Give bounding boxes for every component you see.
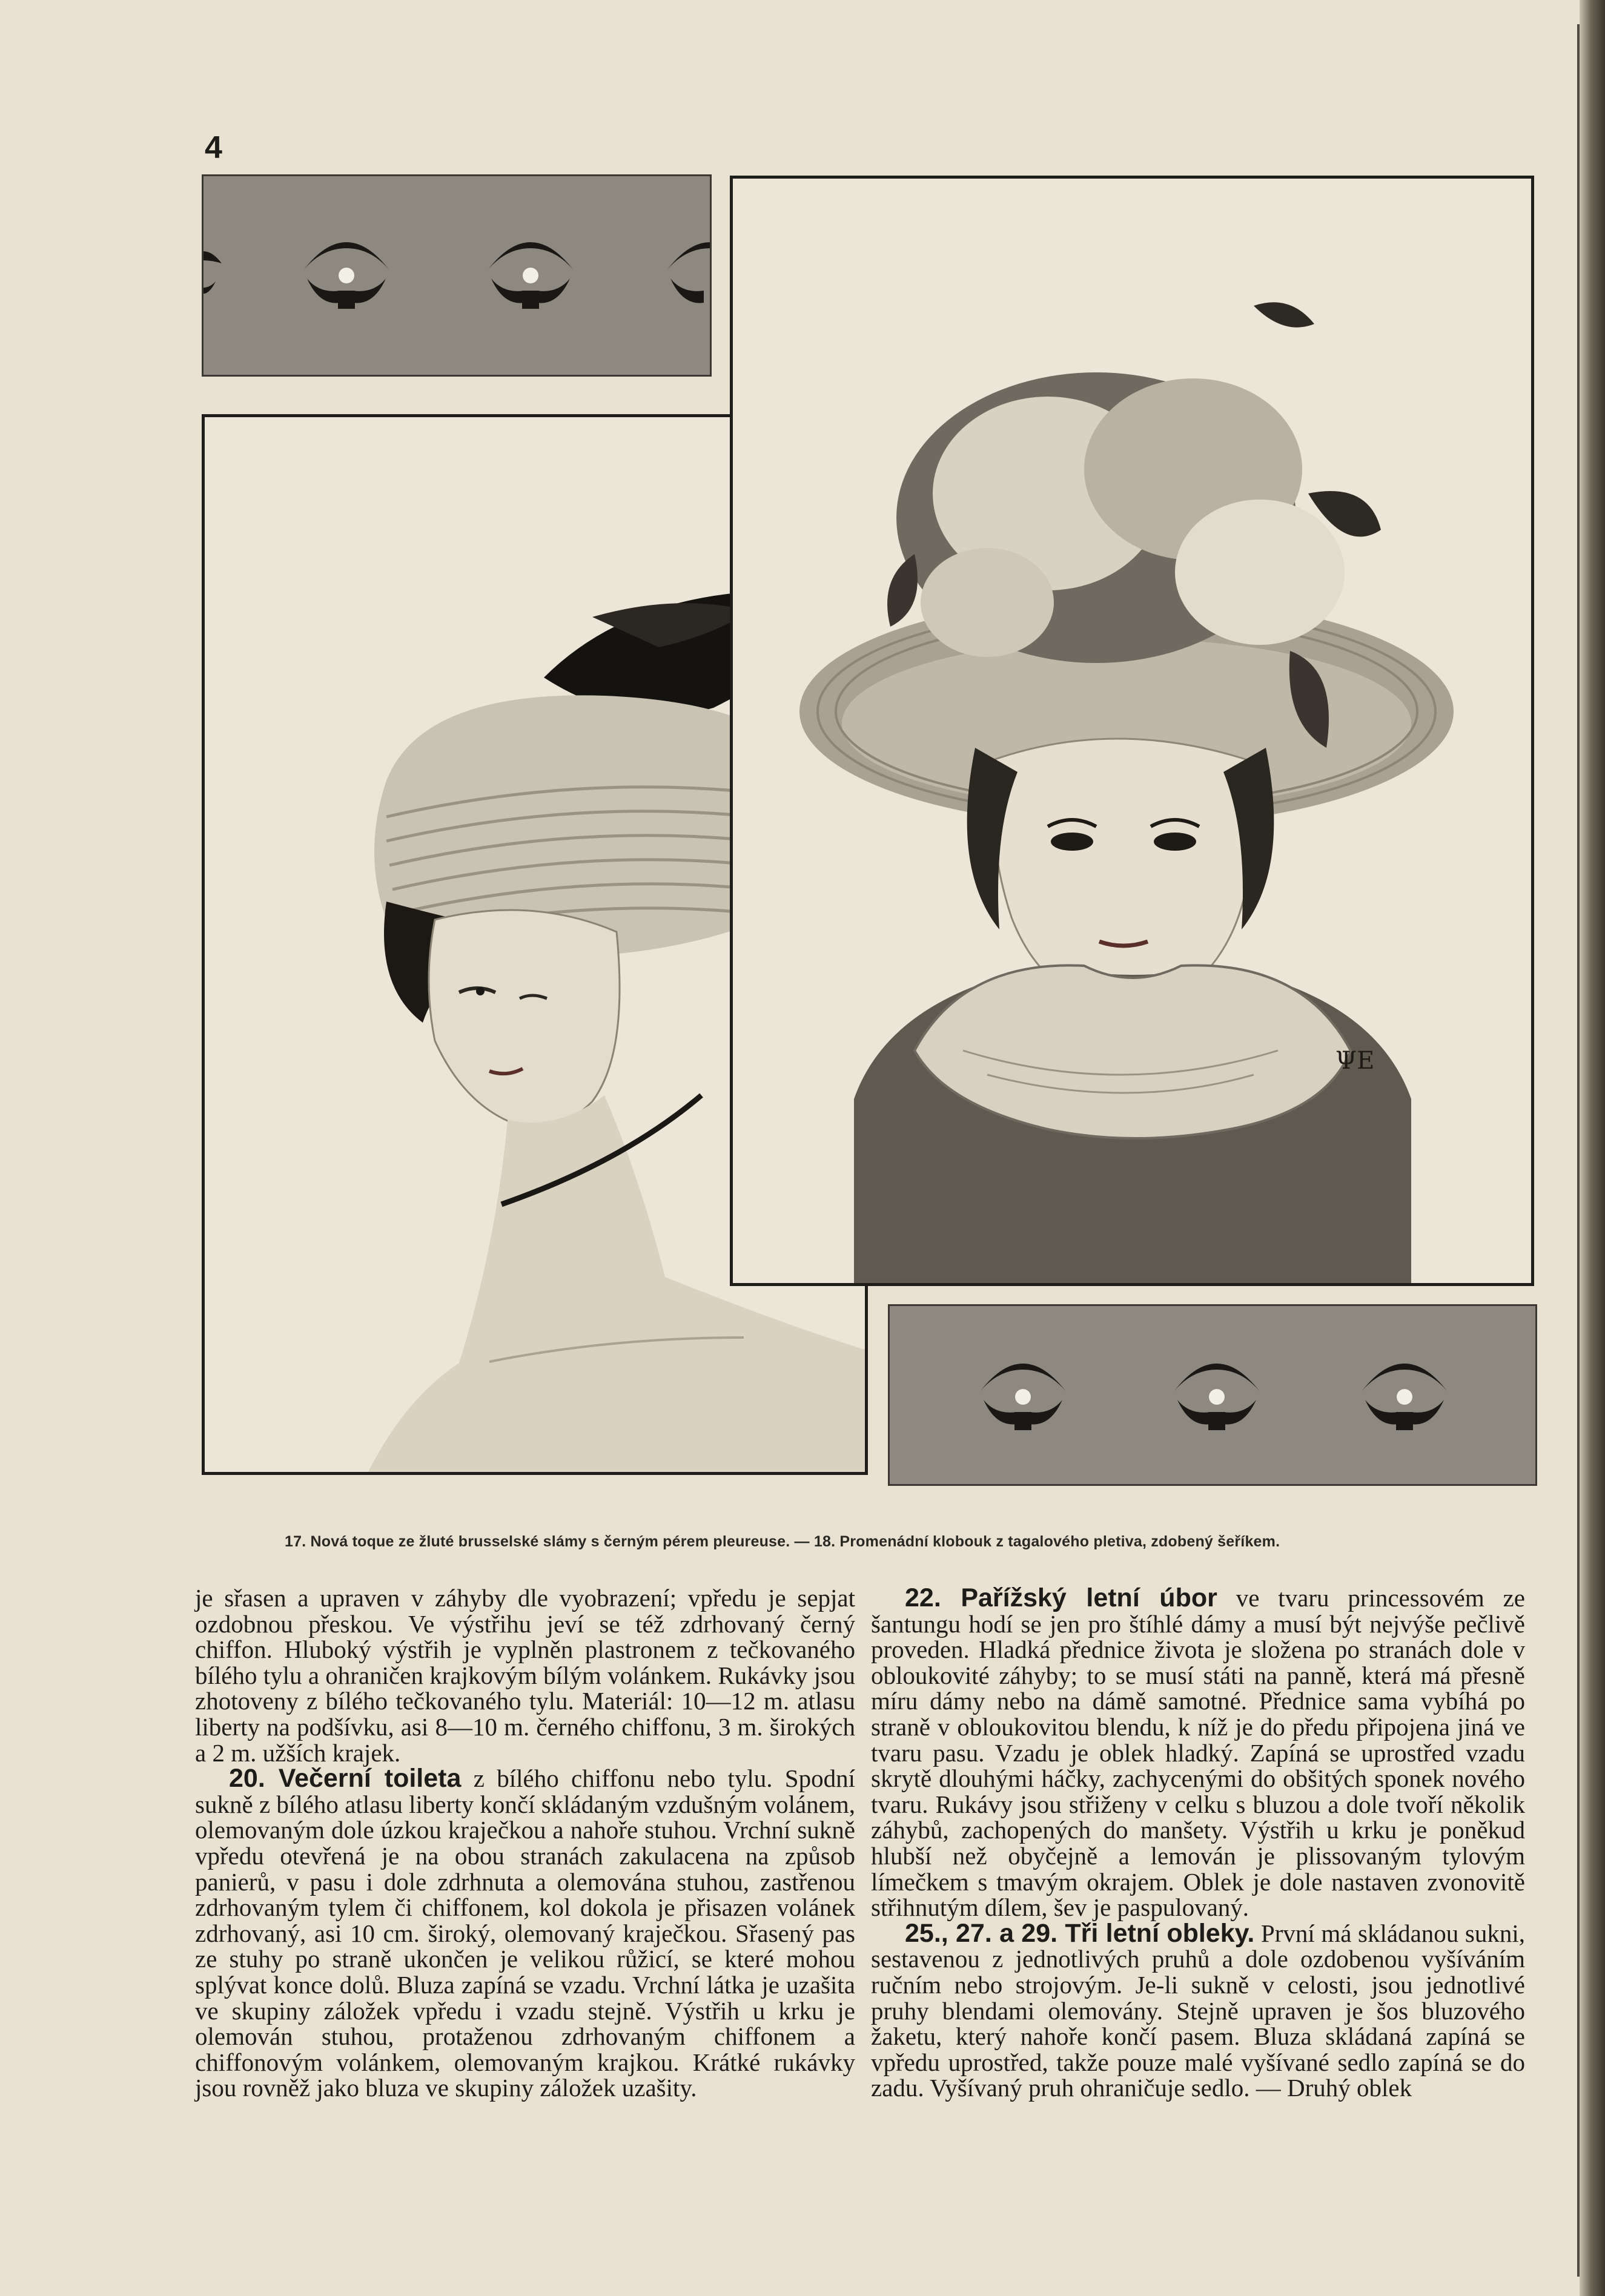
illustration-18	[730, 176, 1534, 1286]
figure-caption: 17. Nová toque ze žluté brusselské slámy s černým pérem pleureuse. — 18. Promenádní klobouk z tagalového pletiva, zdobený šeříkem.	[285, 1533, 1280, 1550]
page-binding-edge	[1580, 0, 1605, 2296]
body-25: První má skládanou sukni, sestavenou z jednotlivých pruhů a dole ozdobenou vyšíváním ručním nebo strojovým. Je-li sukně v celosti, jsou jednotlivé pruhy blendami olemovány. Stejně upraven je šos bluzového žaketu, který nahoře končí pasem. Bluza skládaná zapíná se vpředu uprostřed, takže pouze malé vyšívané sedlo zapíná se do zadu. Vyšívaný pruh ohraničuje sedlo. — Druhý oblek	[871, 1919, 1526, 2102]
paragraph-25	[871, 1918, 1526, 2102]
page-number: 4	[205, 130, 222, 165]
heading-20: 20. Večerní toileta	[229, 1764, 462, 1793]
heading-22: 22. Pařížský letní úbor	[905, 1583, 1217, 1612]
page-edge-line	[1577, 24, 1580, 2277]
artist-monogram: ΨE	[1335, 1047, 1375, 1075]
ornament-motif	[304, 242, 389, 309]
paragraph-22	[871, 1585, 1525, 1921]
ornament-band-bottom	[888, 1304, 1537, 1486]
paragraph-20	[195, 1766, 855, 2101]
body-22: ve tvaru princessovém ze šantungu hodí se jen pro štíhlé dámy a musí být nejvýše pečlivě proveden. Hladká přednice života je složena po stranách dole v obloukovité záhyby; to se musí státi na panně, která má přesně míru dámy nebo na dámě samotné. Přednice sama vybíhá po straně v obloukovitou blendu, k níž je do předu připojena jiná ve tvaru pasu. Vzadu je oblek hladký. Zapíná se uprostřed vzadu skrytě dlouhými háčky, zachycenými do obšitých sponek nového tvaru. Rukávy jsou střiženy v celku s bluzou a dole tvoří několik záhybů, zachopených do manšety. Výstřih u krku je poněkud hlubší než obyčejně a lemován je plissovaným tylovým límečkem s tmavým okrajem. Oblek je dole nastaven zvonovitě střihnutým dílem, šev je paspulovaný.	[871, 1584, 1525, 1922]
text-column-left	[195, 1585, 855, 2101]
ornament-band-top	[202, 174, 712, 377]
body-20: z bílého chiffonu nebo tylu. Spodní sukně z bílého atlasu liberty končí skládaným vzdušným volánem, olemovaným dole úzkou kraječkou a nahoře stuhou. Vrchní sukně vpředu otevřená je na obou stranách zakulacena na způsob panierů, v pasu i dole zdrhnuta a olemována stuhou, zastřenou zdrhovaným tylem či chiffonem, kol dokola je přisazen volánek zdrhovaný, asi 10 cm. široký, olemovaný kraječkou. Sřasený pas ze stuhy po straně ukončen je velikou růžicí, se které mohou splývat konce dolů. Bluza zapíná se vzadu. Vrchní látka je uzašita ve skupiny záložek vpředu i vzadu stejně. Výstřih u krku je olemován stuhou, protaženou zdrhovaným chiffonem a chiffonovým volánkem, olemovaným krajkou. Krátké rukávky jsou rovněž jako bluza ve skupiny záložek uzašity.	[195, 1764, 855, 2102]
paragraph-continued: je sřasen a upraven v záhyby dle vyobrazení; vpředu je sepjat ozdobnou přeskou. Ve výstřihu jeví se též zdrhovaný černý chiffon. Hluboký výstřih je vyplněn plastronem z tečkovaného bílého tylu a ohraničen krajkovým bílým volánkem. Rukávky jsou zhotoveny z bílého tečkovaného tylu. Materiál: 10—12 m. atlasu liberty na podšívku, asi 8—10 m. černého chiffonu, 3 m. širokých a 2 m. užších krajek.	[195, 1584, 855, 1767]
heading-25: 25., 27. a 29. Tři letní obleky.	[905, 1918, 1255, 1948]
text-column-right	[871, 1585, 1525, 2101]
